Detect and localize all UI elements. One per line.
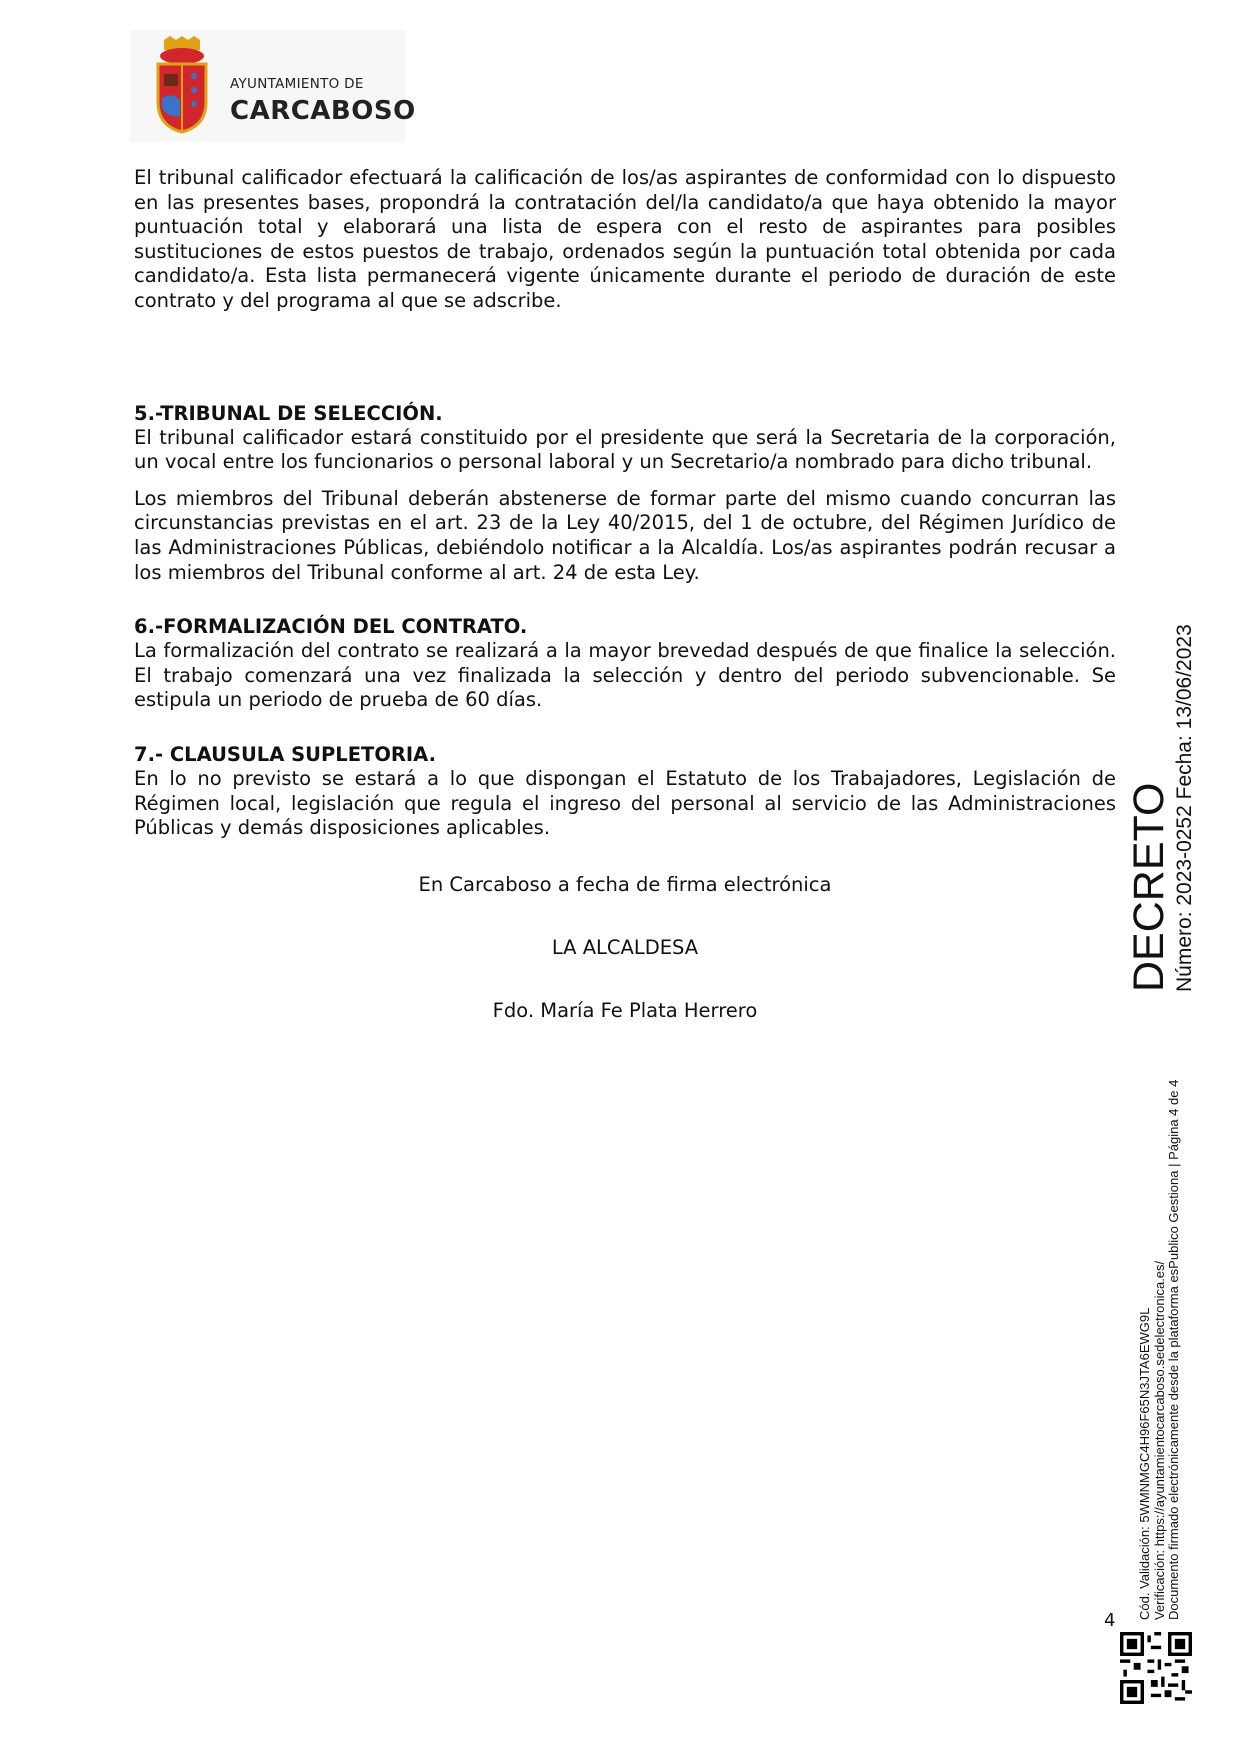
decree-number-date: Número: 2023-0252 Fecha: 13/06/2023	[1173, 624, 1196, 992]
coat-of-arms-icon	[152, 36, 212, 134]
validation-block	[1138, 1080, 1182, 1620]
section-paragraph: En lo no previsto se estará a lo que dispongan el Estatuto de los Trabajadores, Legislación de Régimen local, legislación que regula el ingreso del personal al servicio de las Administraciones Públicas y demás disposiciones aplicables.	[134, 766, 1116, 840]
document-body	[134, 166, 1116, 1023]
page-number: 4	[1104, 1610, 1116, 1631]
section-heading: 6.-FORMALIZACIÓN DEL CONTRATO.	[134, 615, 528, 639]
logo-line-2: CARCABOSO	[230, 96, 416, 126]
validation-code: Cód. Validación: 5WMNMGC4H96F65N3JTA6EWG9L	[1137, 1307, 1152, 1620]
signature-role: LA ALCALDESA	[551, 935, 699, 959]
signature-place-date: En Carcaboso a fecha de firma electrónica	[418, 872, 832, 896]
intro-paragraph: El tribunal calificador efectuará la calificación de los/as aspirantes de conformidad con lo dispuesto en las presentes bases, propondrá la contratación del/la candidato/a que haya obtenido la mayor puntuación total y elaborará una lista de espera con el resto de aspirantes para posibles sustituciones de estos puestos de trabajo, ordenados según la puntuación total obtenida por cada candidato/a. Esta lista permanecerá vigente únicamente durante el periodo de duración de este contrato y del programa al que se adscribe.	[134, 166, 1116, 312]
section-heading: 5.-TRIBUNAL DE SELECCIÓN.	[134, 401, 443, 425]
qr-code-icon	[1120, 1632, 1192, 1704]
signed-info: Documento firmado electrónicamente desde la plataforma esPublico Gestiona | Página 4 de 4	[1166, 1079, 1181, 1620]
section-formalizacion	[134, 615, 1116, 713]
section-paragraph: La formalización del contrato se realizará a la mayor brevedad después de que finalice la selección. El trabajo comenzará una vez finalizada la selección y dentro del periodo subvencionable. Se estipula un periodo de prueba de 60 días.	[134, 639, 1116, 712]
signature-name: Fdo. María Fe Plata Herrero	[492, 998, 758, 1022]
section-clausula	[134, 743, 1116, 841]
decree-stamp-title: DECRETO	[1125, 782, 1173, 992]
section-heading: 7.- CLAUSULA SUPLETORIA.	[134, 742, 437, 766]
municipal-logo	[130, 30, 416, 142]
logo-line-1: AYUNTAMIENTO DE	[230, 76, 364, 92]
section-paragraph: Los miembros del Tribunal deberán abstenerse de formar parte del mismo cuando concurran las circunstancias previstas en el art. 23 de la Ley 40/2015, del 1 de octubre, del Régimen Jurídico de las Administraciones Públicas, debiéndolo notificar a la Alcaldía. Los/as aspirantes podrán recusar a los miembros del Tribunal conforme al art. 24 de esta Ley.	[134, 486, 1116, 584]
section-tribunal	[134, 402, 1116, 586]
section-paragraph: El tribunal calificador estará constituido por el presidente que será la Secretaria de la corporación, un vocal entre los funcionarios o personal laboral y un Secretario/a nombrado para dicho tribunal.	[134, 425, 1116, 474]
verification-url: Verificación: https://ayuntamientocarcaboso.sedelectronica.es/	[1151, 1260, 1167, 1620]
